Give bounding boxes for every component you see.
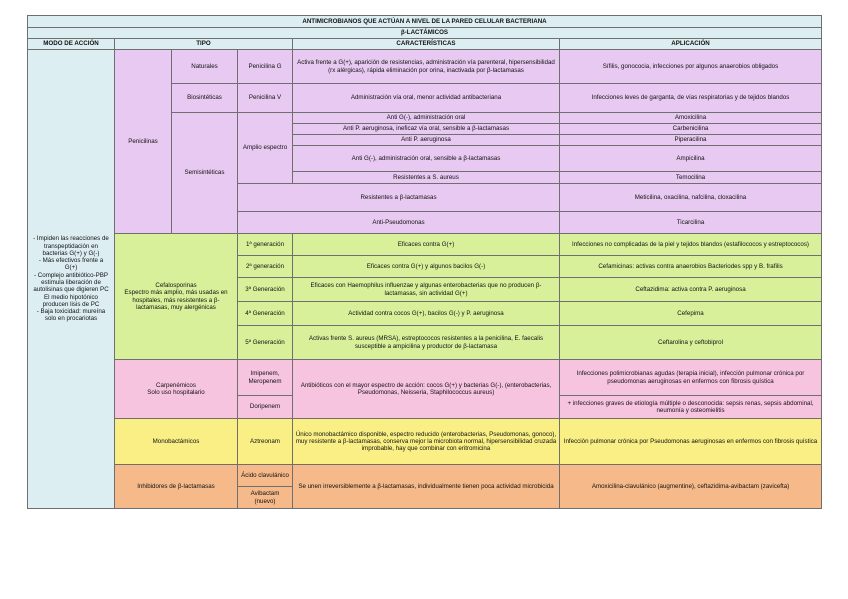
antipseudomonas-char: Anti-Pseudomonas (238, 212, 560, 234)
inhibidores-drug-clavulanico: Ácido clavulánico (238, 465, 293, 487)
amplio-row-app: Carbenicilina (560, 124, 822, 135)
cef-generation: 5ª Generación (238, 326, 293, 360)
cef-char: Actividad contra cocos G(+), bacilos G(-) y P. aeruginosa (293, 302, 560, 326)
cef-char: Eficaces contra G(+) y algunos bacilos G(-) (293, 256, 560, 278)
monobactamicos-label: Monobactámicos (115, 419, 238, 465)
cef-app: Ceftarolina y ceftobiprol (560, 326, 822, 360)
penicilinas-amplio-label: Amplio espectro (238, 113, 293, 184)
antimicrobial-table (27, 15, 822, 509)
inhibidores-app: Amoxicilina-clavulánico (augmentine), ceftazidima-avibactam (zavicefta) (560, 465, 822, 509)
amplio-row-app: Amoxicilina (560, 113, 822, 124)
table-title: ANTIMICROBIANOS QUE ACTÚAN A NIVEL DE LA PARED CELULAR BACTERIANA (28, 16, 822, 28)
amplio-row-char: Anti G(-), administración oral, sensible a β-lactamasas (293, 146, 560, 172)
cef-generation: 4ª Generación (238, 302, 293, 326)
penicilinas-naturales-drug: Penicilina G (238, 50, 293, 84)
monobactamicos-drug: Aztreonam (238, 419, 293, 465)
cef-char: Activas frente S. aureus (MRSA), estreptococos resistentes a la penicilina, E. faecalis susceptible a ampicilina y productor de β-lactamasa (293, 326, 560, 360)
cef-app: Infecciones no complicadas de la piel y tejidos blandos (estafilococos y estreptococos) (560, 234, 822, 256)
amplio-row-char: Anti G(-), administración oral (293, 113, 560, 124)
amplio-row-char: Anti P. aeruginosa (293, 135, 560, 146)
penicilinas-naturales-app: Sífilis, gonococia, infecciones por algunos anaerobios obligados (560, 50, 822, 84)
carbapenemicos-drug-doripenem: Doripenem (238, 396, 293, 419)
antipseudomonas-app: Ticarcilina (560, 212, 822, 234)
penicilinas-naturales-type: Naturales (172, 50, 238, 84)
penicilinas-biosinteticas-type: Biosintéticas (172, 84, 238, 113)
cef-generation: 1ª generación (238, 234, 293, 256)
penicilinas-semisinteticas-label: Semisintéticas (172, 113, 238, 234)
penicilinas-biosinteticas-drug: Penicilina V (238, 84, 293, 113)
cef-app: Ceftazidima: activa contra P. aeruginosa (560, 278, 822, 302)
penicilinas-naturales-char: Activa frente a G(+), aparición de resistencias, administración vía parenteral, hipersensibilidad (rx alérgicas), rápida eliminación por orina, inactivada por β-lactamasas (293, 50, 560, 84)
monobactamicos-app: Infección pulmonar crónica por Pseudomonas aeruginosas en enfermos con fibrosis quística (560, 419, 822, 465)
penicilinas-label: Penicilinas (115, 50, 172, 234)
inhibidores-char: Se unen irreversiblemente a β-lactamasas, individualmente tienen poca actividad microbicida (293, 465, 560, 509)
carbapenemicos-char: Antibióticos con el mayor espectro de acción: cocos G(+) y bacterias G(-), (enterobacterias, Pseudomonas, Neisseria, Staphilococcus aureus) (293, 360, 560, 419)
mode-of-action-cell: - Impiden las reacciones de transpeptidación en bacterias G(+) y G(-) - Más efectivos frente a G(+) - Complejo antibiótico-PBP estimula liberación de autolisinas que digieren PC El medio hipotónico producen lisis de PC - Baja toxicidad: mureína solo en procariotas (28, 50, 115, 509)
header-caracteristicas: CARACTERÍSTICAS (293, 39, 560, 50)
carbapenemicos-app-imipenem: Infecciones polimicrobianas agudas (terapia inicial), infección pulmonar crónica por pseudomonas aeruginosas en enfermos con fibrosis quística (560, 360, 822, 396)
carbapenemicos-app-doripenem: + infecciones graves de etiología múltiple o desconocida: sepsis renas, sepsis abdominal, neumonía y osteomielitis (560, 396, 822, 419)
cef-generation: 3ª Generación (238, 278, 293, 302)
amplio-row-char: Resistentes a S. aureus (293, 172, 560, 184)
inhibidores-label: Inhibidores de β-lactamasas (115, 465, 238, 509)
cef-char: Eficaces con Haemophilus influenzae y algunas enterobacterias que no producen β-lactamasas, sin actividad G(+) (293, 278, 560, 302)
amplio-row-app: Temocilina (560, 172, 822, 184)
antimicrobial-table-container (27, 15, 821, 509)
carbapenemicos-drug-imipenem: Imipenem, Meropenem (238, 360, 293, 396)
carbapenemicos-label: Carpenémicos Solo uso hospitalario (115, 360, 238, 419)
cef-generation: 2ª generación (238, 256, 293, 278)
monobactamicos-char: Único monobactámico disponible, espectro reducido (enterobacterias, Pseudomonas, gonoco), muy resistente a β-lactamasas, conserva mejor la microbiota normal, hipersensibilidad cruzada improbable, hay que combinar con eritromicina (293, 419, 560, 465)
header-tipo: TIPO (115, 39, 293, 50)
inhibidores-drug-avibactam: Avibactam (nuevo) (238, 487, 293, 509)
resistentes-char: Resistentes a β-lactamasas (238, 184, 560, 212)
cef-char: Eficaces contra G(+) (293, 234, 560, 256)
cefalosporinas-label: Cefalosporinas Espectro más amplio, más usadas en hospitales, más resistentes a β-lactamasas, muy alergénicas (115, 234, 238, 360)
cef-app: Cefepima (560, 302, 822, 326)
cef-app: Cefamicinas: activas contra anaerobios Bacteriodes spp y B. frafilis (560, 256, 822, 278)
penicilinas-biosinteticas-char: Administración vía oral, menor actividad antibacteriana (293, 84, 560, 113)
amplio-row-app: Ampicilina (560, 146, 822, 172)
table-subtitle: β-LACTÁMICOS (28, 28, 822, 39)
header-modo: MODO DE ACCIÓN (28, 39, 115, 50)
penicilinas-biosinteticas-app: Infecciones leves de garganta, de vías respiratorias y de tejidos blandos (560, 84, 822, 113)
header-aplicacion: APLICACIÓN (560, 39, 822, 50)
resistentes-app: Meticilina, oxacilina, nafcilina, cloxacilina (560, 184, 822, 212)
amplio-row-char: Anti P. aeruginosa, ineficaz vía oral, sensible a β-lactamasas (293, 124, 560, 135)
amplio-row-app: Piperacilina (560, 135, 822, 146)
